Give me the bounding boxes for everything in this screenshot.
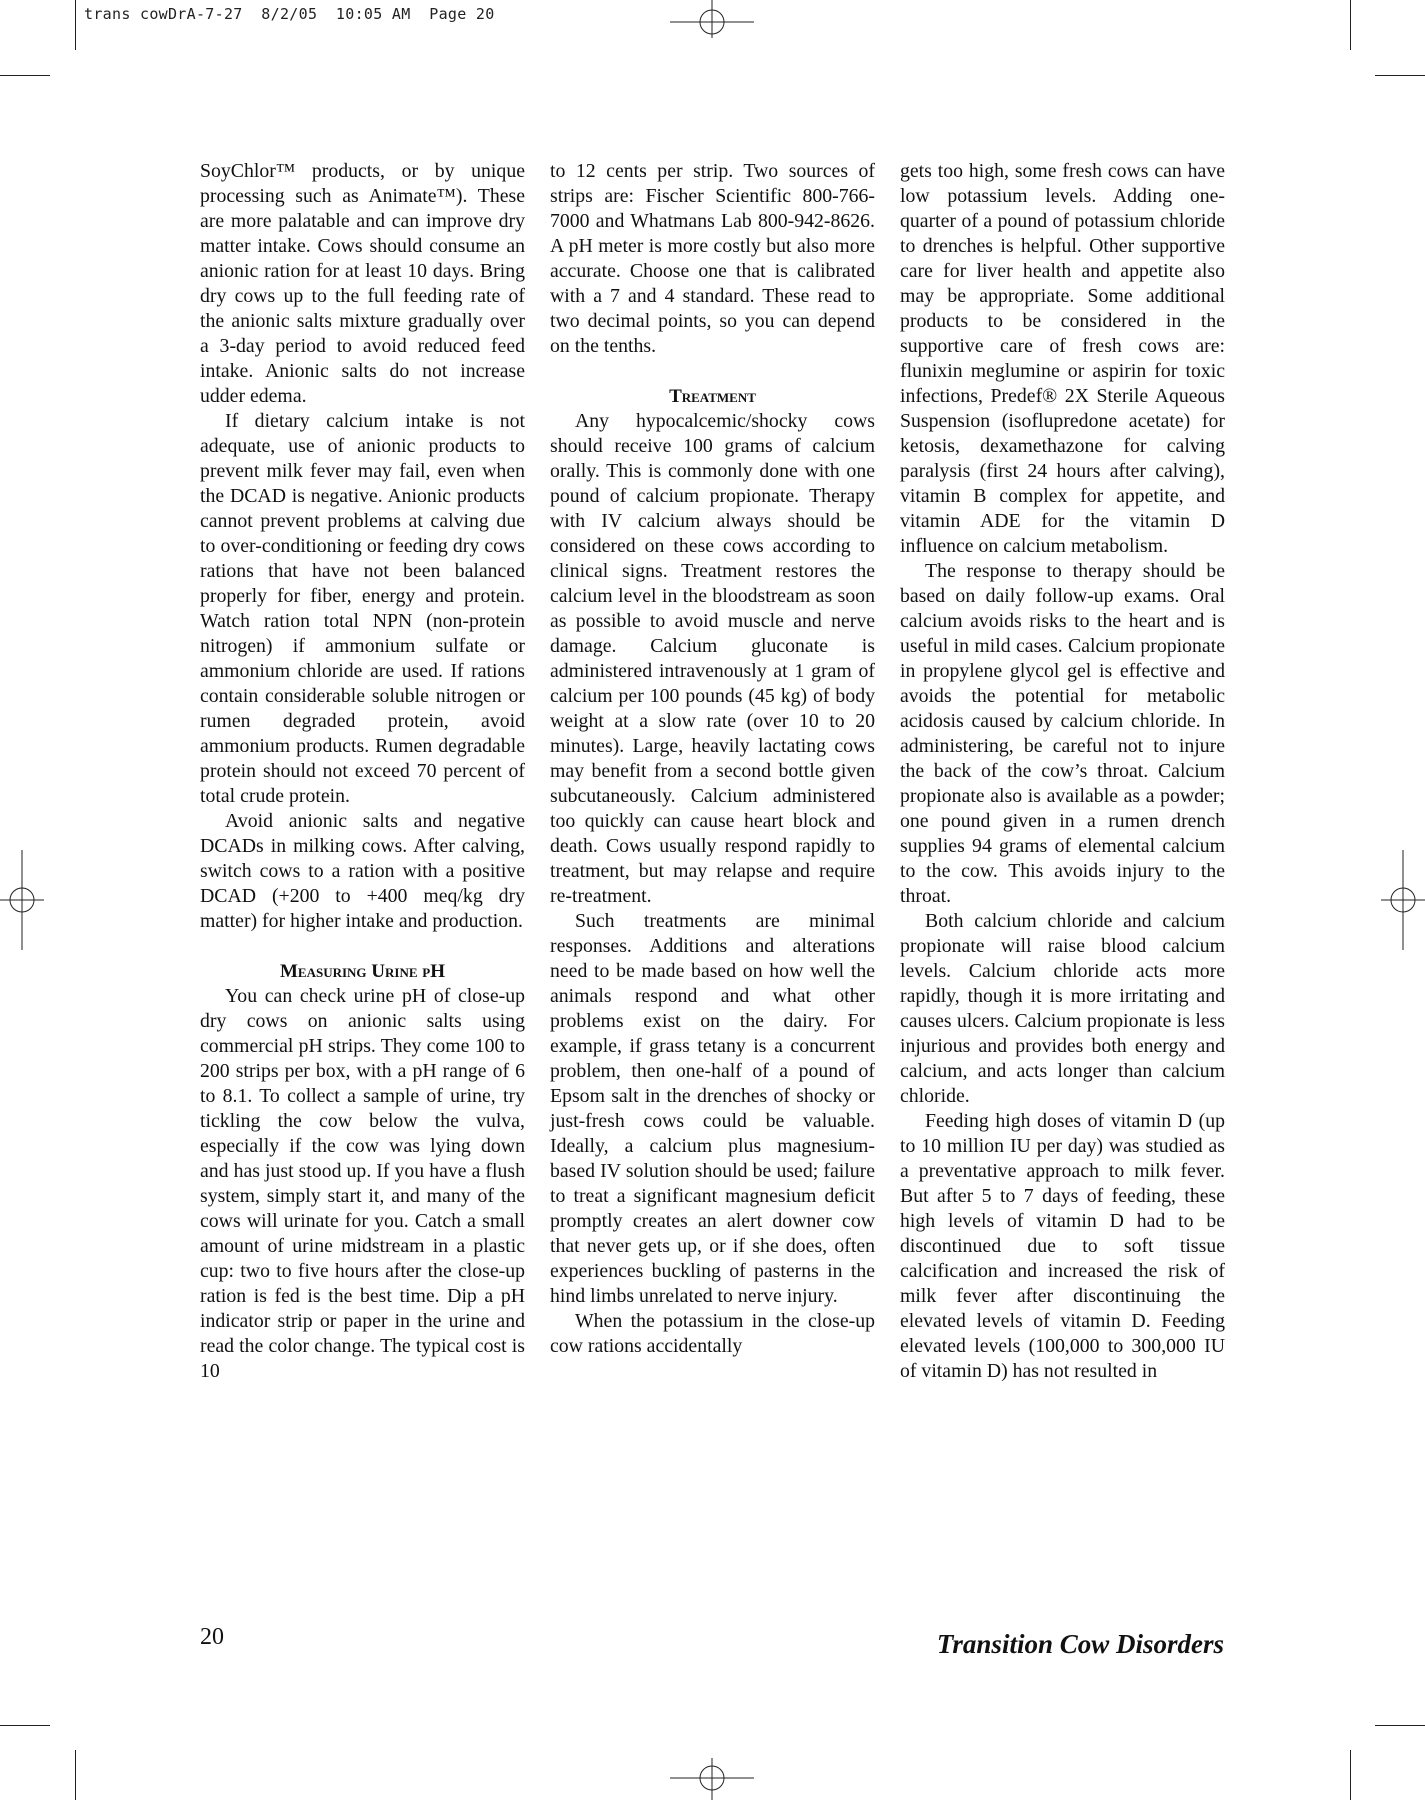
registration-mark-bottom-icon [662, 1750, 762, 1800]
page-number: 20 [200, 1624, 224, 1650]
registration-mark-right-icon [1375, 850, 1425, 950]
printer-slug-line: trans cowDrA-7-27 8/2/05 10:05 AM Page 20 [84, 5, 495, 23]
paragraph: The response to therapy should be based on daily follow-up exams. Oral calcium avoids risks to the heart and is useful in mild cases. Calcium propionate in propylene glycol gel is effective and avoids the potential for metabolic acidosis caused by calcium chloride. In administering, be careful not to injure the back of the cow’s throat. Calcium propionate also is available as a powder; one pound given in a rumen drench supplies 94 grams of elemental calcium to the cow. This avoids injury to the throat. [900, 560, 1225, 907]
paragraph: If dietary calcium intake is not adequate, use of anionic products to prevent milk fever may fail, even when the DCAD is negative. Anionic products cannot prevent problems at calving due to over-conditioning or feeding dry cows rations that have not been balanced properly for fiber, energy and protein. Watch ration total NPN (non-protein nitrogen) if ammonium sulfate or ammonium chloride are used. If rations contain considerable soluble nitrogen or rumen degraded protein, avoid ammonium products. Rumen degradable protein should not exceed 70 percent of total crude protein. [200, 410, 525, 807]
paragraph: Such treatments are minimal responses. Additions and alterations need to be made based on how well the animals respond and what other problems exist on the dairy. For example, if grass tetany is a concurrent problem, then one-half of a pound of Epsom salt in the drenches of shocky or just-fresh cows could be valuable. Ideally, a calcium plus magnesium-based IV solution should be used; failure to treat a significant magnesium deficit promptly creates an alert downer cow that never gets up, or if she does, often experiences buckling of pasterns in the hind limbs unrelated to nerve injury. [550, 910, 875, 1307]
registration-mark-left-icon [0, 850, 50, 950]
paragraph: to 12 cents per strip. Two sources of strips are: Fischer Scientific 800-766-7000 and Whatmans Lab 800-942-8626. A pH meter is more costly but also more accurate. Choose one that is calibrated with a 7 and 4 standard. These read to two decimal points, so you can depend on the tenths. [550, 160, 875, 357]
paragraph: You can check urine pH of close-up dry cows on anionic salts using commercial pH strips. They come 100 to 200 strips per box, with a pH range of 6 to 8.1. To collect a sample of urine, try tickling the cow below the vulva, especially if the cow was lying down and has just stood up. If you have a flush system, simply start it, and many of the cows will urinate for you. Catch a small amount of urine midstream in a plastic cup: two to five hours after the close-up ration is fed is the best time. Dip a pH indicator strip or paper in the urine and read the color change. The typical cost is 10 [200, 985, 525, 1382]
registration-mark-top-icon [662, 0, 762, 50]
paragraph: Both calcium chloride and calcium propionate will raise blood calcium levels. Calcium chloride acts more rapidly, though it is more irritating and causes ulcers. Calcium propionate is less injurious and provides both energy and calcium, and acts longer than calcium chloride. [900, 910, 1225, 1107]
crop-mark-top-right-vertical [1350, 0, 1351, 50]
paragraph: Feeding high doses of vitamin D (up to 10 million IU per day) was studied as a preventative approach to milk fever. But after 5 to 7 days of feeding, these high levels of vitamin D had to be discontinued due to soft tissue calcification and increased the risk of milk fever after discontinuing the elevated levels of vitamin D. Feeding elevated levels (100,000 to 300,000 IU of vitamin D) has not resulted in [900, 1110, 1225, 1382]
paragraph: gets too high, some fresh cows can have low potassium levels. Adding one-quarter of a pound of potassium chloride to drenches is helpful. Other supportive care for liver health and appetite also may be appropriate. Some additional products to be considered in the supportive care of fresh cows are: flunixin meglumine or aspirin for toxic infections, Predef® 2X Sterile Aqueous Suspension (isoflupredone acetate) for ketosis, dexamethazone for calving paralysis (first 24 hours after calving), vitamin B complex for appetite, and vitamin ADE for the vitamin D influence on calcium metabolism. [900, 160, 1225, 557]
text-column-3 [900, 159, 1225, 1384]
paragraph: Avoid anionic salts and negative DCADs in milking cows. After calving, switch cows to a ration with a positive DCAD (+200 to +400 meq/kg dry matter) for higher intake and production. [200, 810, 525, 932]
crop-mark-bottom-left-vertical [75, 1750, 76, 1800]
paragraph: SoyChlor™ products, or by unique processing such as Animate™). These are more palatable and can improve dry matter intake. Cows should consume an anionic ration for at least 10 days. Bring dry cows up to the full feeding rate of the anionic salts mixture gradually over a 3-day period to avoid reduced feed intake. Anionic salts do not increase udder edema. [200, 160, 525, 407]
text-column-1 [200, 159, 525, 1384]
paragraph: Any hypocalcemic/shocky cows should receive 100 grams of calcium orally. This is commonly done with one pound of calcium propionate. Therapy with IV calcium always should be considered on these cows according to clinical signs. Treatment restores the calcium level in the bloodstream as soon as possible to avoid muscle and nerve damage. Calcium gluconate is administered intravenously at 1 gram of calcium per 100 pounds (45 kg) of body weight at a slow rate (over 10 to 20 minutes). Large, heavily lactating cows may benefit from a second bottle given subcutaneously. Calcium administered too quickly can cause heart block and death. Cows usually respond rapidly to treatment, but may relapse and require re-treatment. [550, 410, 875, 907]
section-heading-treatment: Treatment [669, 386, 756, 407]
crop-mark-bottom-right-horizontal [1375, 1725, 1425, 1726]
crop-mark-bottom-right-vertical [1350, 1750, 1351, 1800]
text-column-2 [550, 159, 875, 1359]
crop-mark-top-right-horizontal [1375, 75, 1425, 76]
crop-mark-top-left-vertical [75, 0, 76, 50]
section-heading-measuring-urine-ph: Measuring Urine pH [279, 961, 445, 982]
crop-mark-bottom-left-horizontal [0, 1725, 50, 1726]
running-footer-title: Transition Cow Disorders [936, 1629, 1224, 1659]
paragraph: When the potassium in the close-up cow rations accidentally [550, 1310, 875, 1357]
crop-mark-top-left-horizontal [0, 75, 50, 76]
